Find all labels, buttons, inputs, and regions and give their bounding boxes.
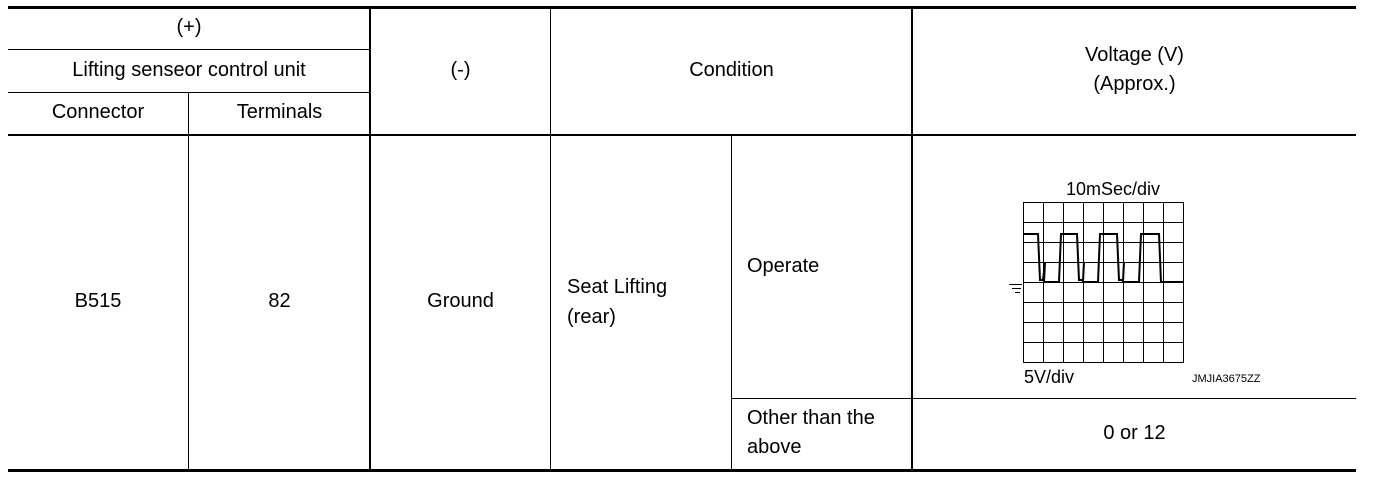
cell-value-other: 0 or 12 bbox=[1103, 422, 1166, 444]
col-divider-condition-state bbox=[731, 135, 732, 471]
divider-plus-unit bbox=[8, 49, 370, 50]
header-minus: (-) bbox=[450, 59, 471, 81]
header-unit: Lifting senseor control unit bbox=[72, 59, 306, 81]
header-voltage: Voltage (V) bbox=[1085, 44, 1184, 66]
col-divider-connector-terminals bbox=[188, 92, 189, 471]
cell-state-operate: Operate bbox=[747, 255, 820, 277]
table-top-border bbox=[8, 6, 1356, 9]
waveform-time-div: 10mSec/div bbox=[1066, 179, 1161, 199]
waveform-volt-div: 5V/div bbox=[1024, 367, 1075, 387]
header-connector: Connector bbox=[51, 101, 145, 123]
cell-connector: B515 bbox=[74, 290, 122, 312]
waveform-figure-id: JMJIA3675ZZ bbox=[1192, 373, 1261, 385]
header-plus: (+) bbox=[176, 16, 202, 38]
ground-symbol-icon bbox=[1009, 285, 1022, 293]
header-voltage-approx: (Approx.) bbox=[1093, 73, 1176, 95]
cell-terminal: 82 bbox=[268, 290, 291, 312]
cell-condition: Seat Lifting bbox=[567, 276, 668, 298]
header-condition: Condition bbox=[689, 59, 774, 81]
header-terminals: Terminals bbox=[236, 101, 323, 123]
header-bottom-border bbox=[8, 134, 1356, 136]
divider-operate-other bbox=[731, 398, 1356, 399]
waveform-trace bbox=[1024, 234, 1184, 282]
cell-state-other: Other than the bbox=[747, 407, 875, 429]
cell-condition-detail: (rear) bbox=[567, 306, 616, 328]
divider-unit-connector bbox=[8, 92, 370, 93]
table-bottom-border bbox=[8, 469, 1356, 472]
cell-minus: Ground bbox=[427, 290, 494, 312]
cell-state-other-cont: above bbox=[747, 436, 802, 458]
